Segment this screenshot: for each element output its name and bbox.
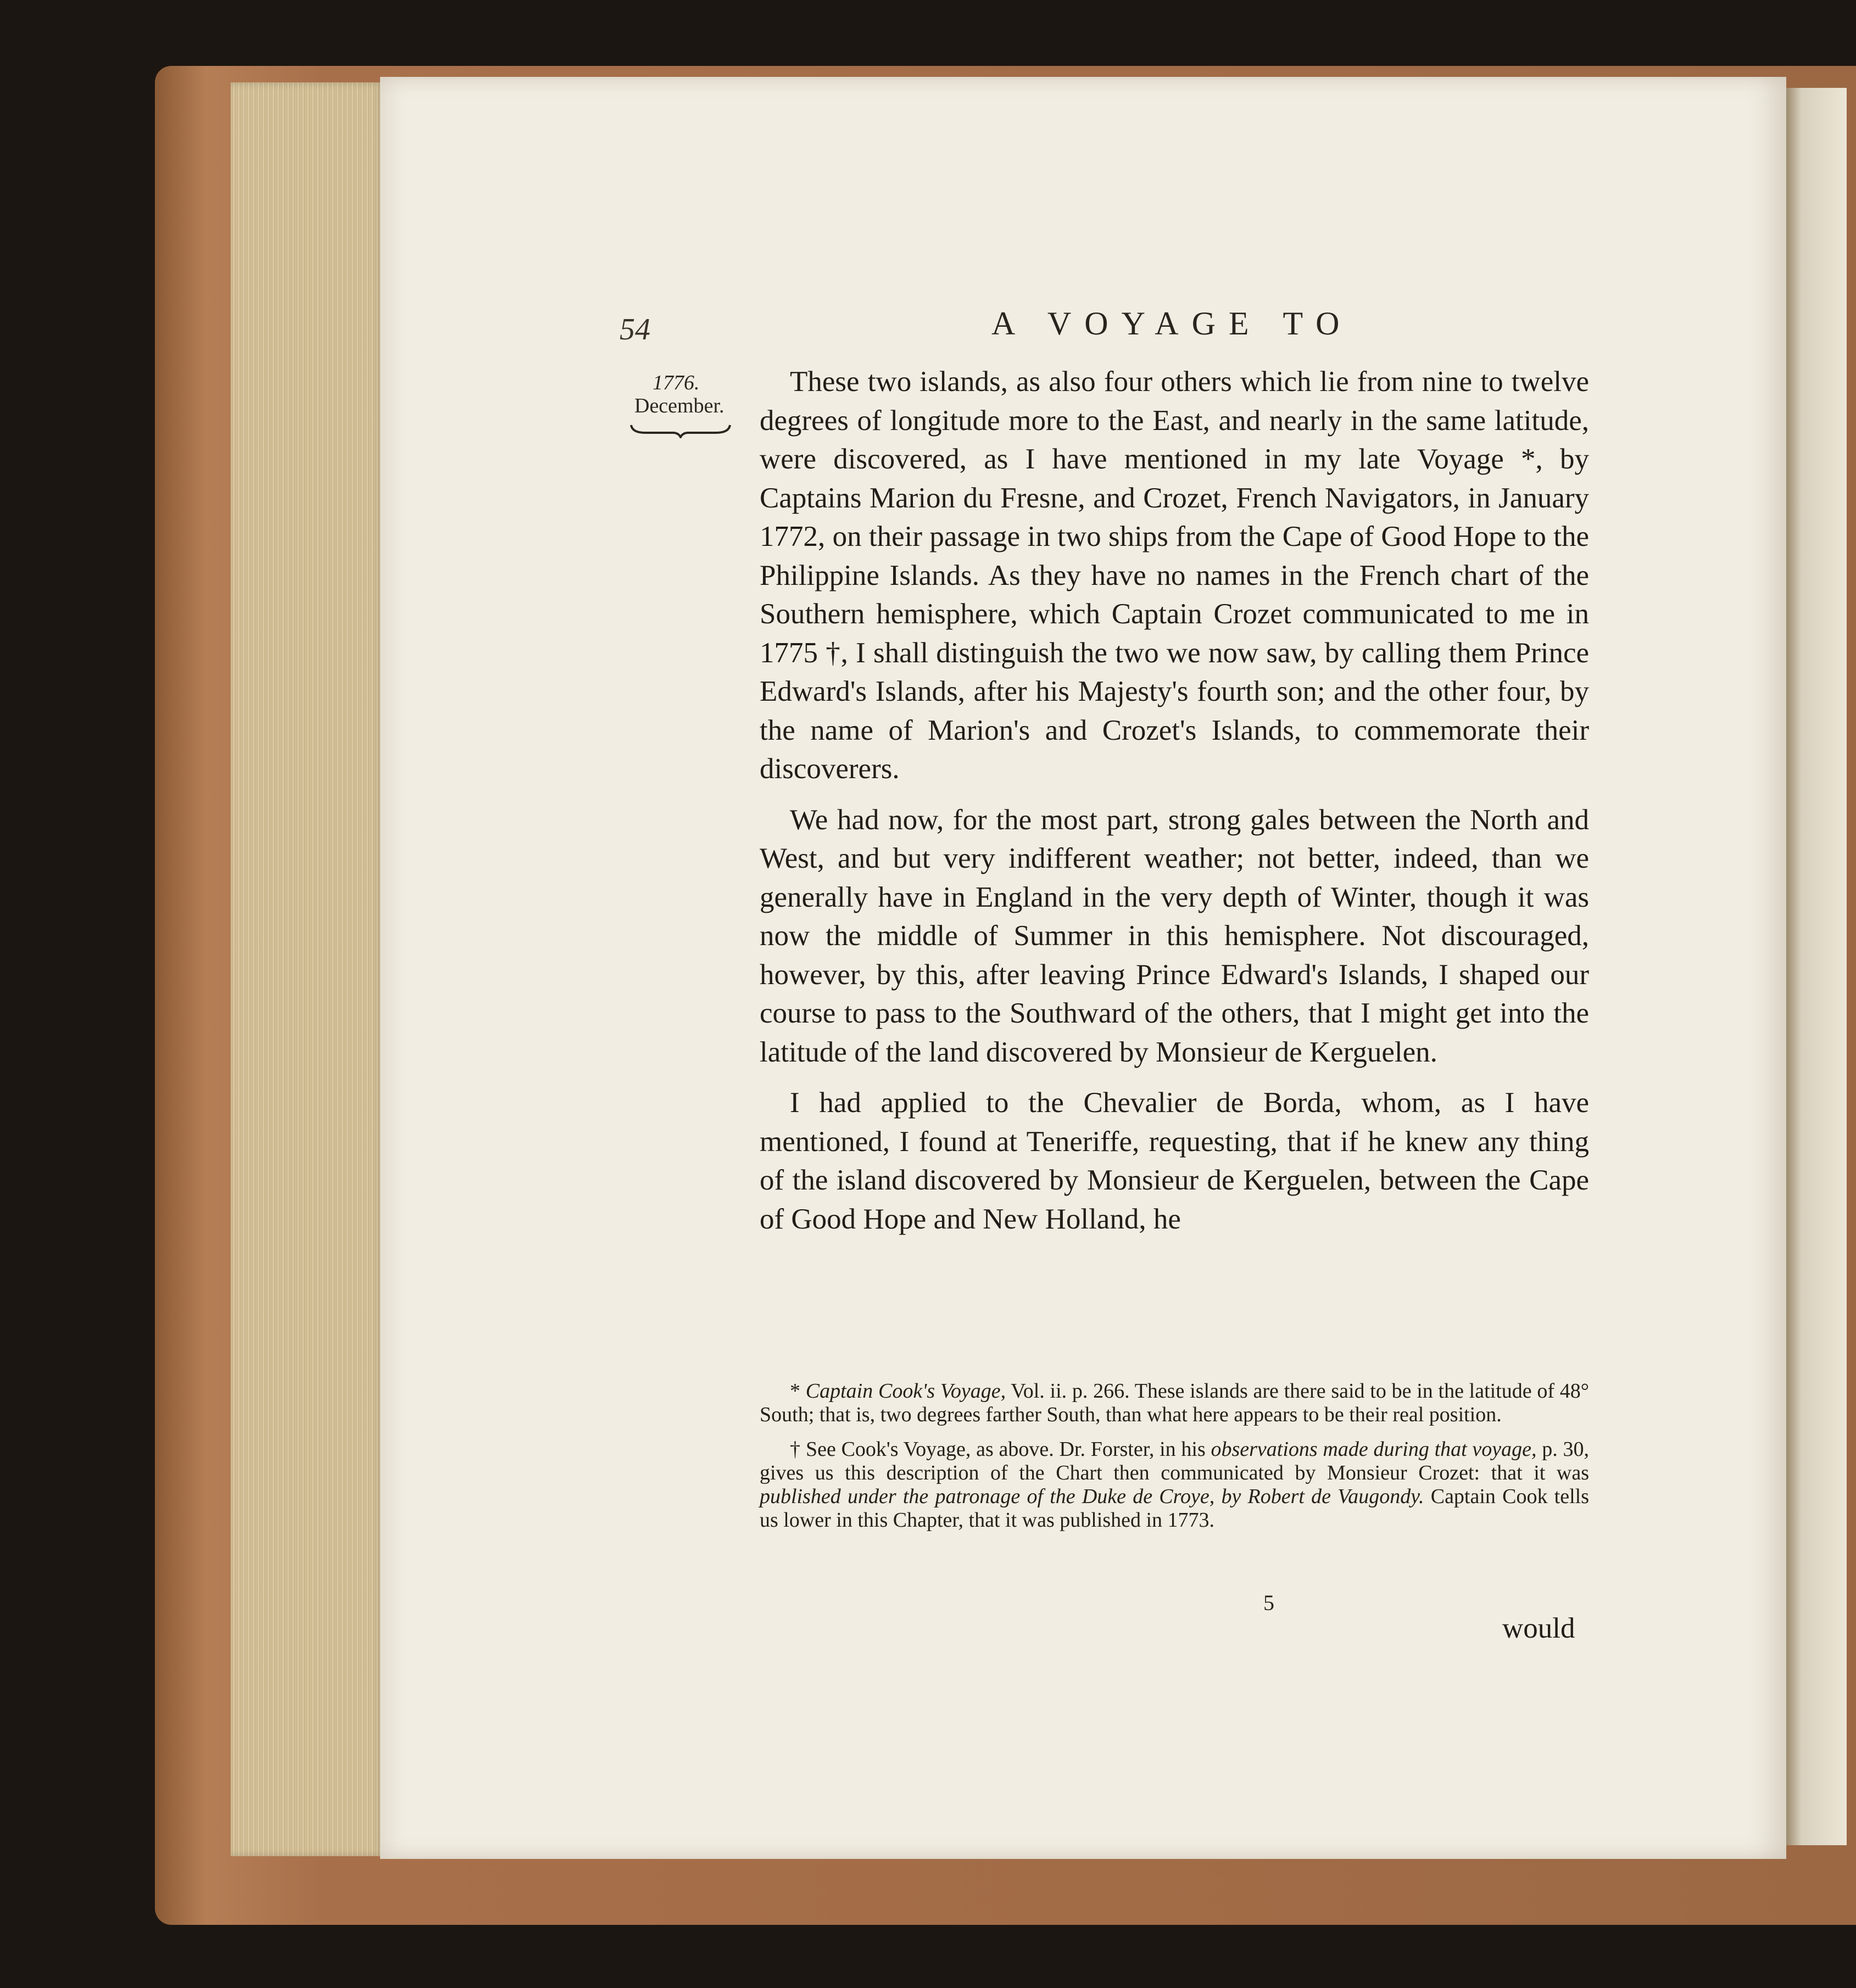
body-text — [760, 362, 1589, 1238]
paragraph-1: These two islands, as also four others which lie from nine to twelve degrees of longitude more to the East, and nearly in the same latitude, were discovered, as I have mentioned in my late Voyage *, by Captains Marion du Fresne, and Crozet, French Navigators, in January 1772, on their passage in two ships from the Cape of Good Hope to the Philippine Islands. As they have no names in the French chart of the Southern hemisphere, which Captain Crozet communicated to me in 1775 †, I shall distinguish the two we now saw, by calling them Prince Edward's Islands, after his Majesty's fourth son; and the other four, by the name of Marion's and Crozet's Islands, to commemorate their discoverers. — [760, 366, 1589, 785]
signature-mark: 5 — [1263, 1590, 1274, 1615]
footnote-2 — [760, 1438, 1589, 1532]
footnote-2-italic2: published under the patronage of the Duke de Croye, by Robert de Vaugondy. — [760, 1485, 1424, 1508]
footnote-1 — [760, 1380, 1589, 1427]
footnote-2-italic1: observations made during that voyage, — [1211, 1438, 1537, 1461]
footnote-1-mark: * — [790, 1380, 800, 1403]
running-head: A VOYAGE TO — [991, 305, 1353, 342]
page-number: 54 — [620, 312, 650, 347]
page-edges — [231, 82, 384, 1856]
catchword: would — [1502, 1612, 1575, 1644]
footnote-2-part3: Captain Cook tells us lower in this Chapter, that it was published in 1773. — [760, 1485, 1589, 1532]
footnote-1-title: Captain Cook's Voyage, — [805, 1380, 1006, 1403]
margin-brace-icon — [629, 423, 732, 438]
facing-page-edge — [1786, 88, 1847, 1845]
footnotes — [760, 1380, 1589, 1532]
footnote-2-part1: † See Cook's Voyage, as above. Dr. Forster, in his — [790, 1438, 1211, 1461]
footnote-1-text: Vol. ii. p. 266. These islands are there said to be in the latitude of 48° South; that is, two degrees farther South, than what here appears to be their real position. — [760, 1380, 1590, 1426]
margin-note-year: 1776. — [653, 371, 700, 394]
paragraph-2: We had now, for the most part, strong gales between the North and West, and but very indifferent weather; not better, indeed, than we generally have in England in the very depth of Winter, though it was now the middle of Summer in this hemisphere. Not discouraged, however, by this, after leaving Prince Edward's Islands, I shaped our course to pass to the Southward of the others, that I might get into the latitude of the land discovered by Monsieur de Kerguelen. — [760, 803, 1589, 1068]
footnote-2-part2: p. 30, gives us this description of the Chart then communicated by Monsieur Crozet: that it was — [760, 1438, 1590, 1484]
margin-note-month: December. — [634, 394, 724, 417]
paragraph-3: I had applied to the Chevalier de Borda, whom, as I have mentioned, I found at Teneriffe, requesting, that if he knew any thing of the island discovered by Monsieur de Kerguelen, between the Cape of Good Hope and New Holland, he — [760, 1087, 1589, 1235]
